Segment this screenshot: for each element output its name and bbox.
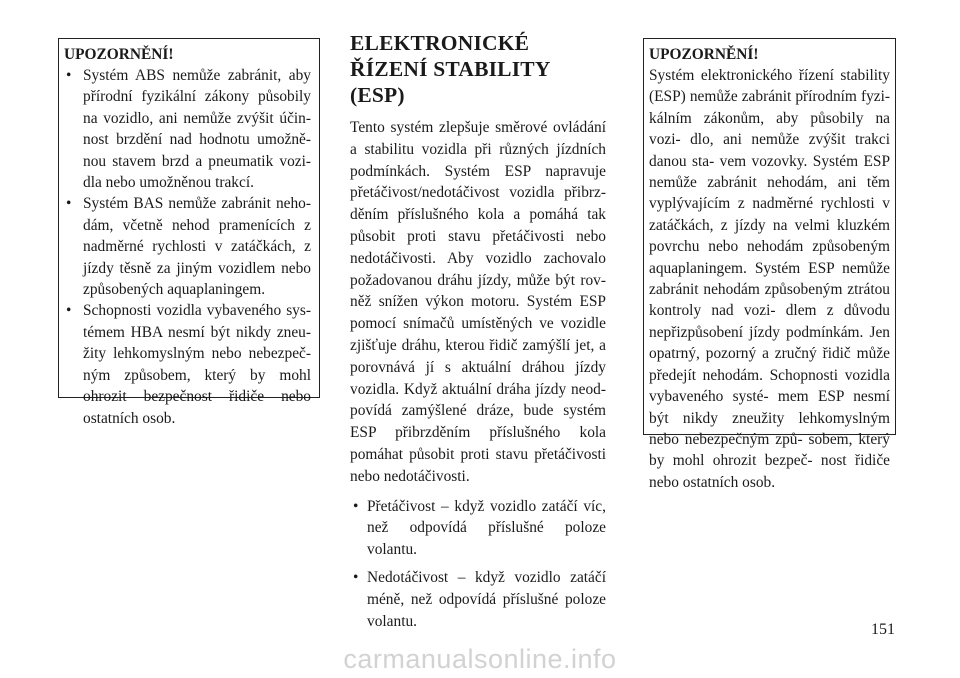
warning-item-bas: • Systém BAS nemůže zabránit neho- dám, včetně nehod pramenících z nadměrné rychlosti v zatáčkách, z jízdy těsně za jiným vozidlem nebo způsobených aquaplaningem. <box>64 193 311 300</box>
warning-text: Systém elektronického řízení stability (ESP) nemůže zabránit přírodním fyzi- kálním zákonům, aby působily na vozi- dlo, ani nemůže zvýšit trakci danou sta- vem vozovky. Systém ESP nemůže zabránit nehodám, ani těm vyplývajícím z nadměrné rychlosti v zatáčkách, z jízdy na velmi kluzkém povrchu nebo nehodám způsobeným aquaplaningem. Systém ESP nemůže zabránit nehodám způsobeným ztrátou kontroly nad vozi- dlem z důvodu nepřizpůsobení jízdy podmínkám. Jen opatrný, pozorný a zručný řidič může předejít nehodám. Schopnosti vozidla vybaveného systé- mem ESP nesmí být nikdy zneužity lehkomyslným nebo nebezpečným způ- sobem, který by mohl ohrozit bezpeč- nost řidiče nebo ostatních osob. <box>649 67 890 491</box>
warning-title: UPOZORNĚNÍ! <box>649 46 759 63</box>
warning-item-hba: • Schopnosti vozidla vybaveného sys- témem HBA nesmí být nikdy zneu- žity lehkomyslným nebo nebezpeč- ným způsobem, který by mohl ohrozit bezpečnost řidiče nebo ostatních osob. <box>64 300 311 428</box>
section-paragraph: Tento systém zlepšuje směrové ovládání a stabilitu vozidla při různých jízdních podmínkách. Systém ESP napravuje přetáčivost/nedotáčivost vozidla přibrz- děním příslušného kola a pomáhá tak působit proti stavu přetáčivosti nebo nedotáčivosti. Aby vozidlo zachovalo požadovanou dráhu jízdy, může být rov- něž snížen výkon motoru. Systém ESP pomocí snímačů umístěných ve vozidle zjišťuje dráhu, kterou řidič zamýšlí jet, a porovnává jí s aktuální dráhou jízdy vozidla. Když aktuální dráha jízdy neod- povídá zamýšlené dráze, bude systém ESP přibrzděním příslušného kola pomáhat působit proti stavu přetáčivosti nebo nedotáčivosti. <box>350 119 606 485</box>
warning-list <box>64 65 311 429</box>
left-warning-box <box>58 38 320 427</box>
watermark: carmanualsonline.info <box>343 644 617 674</box>
definition-understeer: • Nedotáčivost – když vozidlo zatáčí méně, než odpovídá příslušné poloze volantu. <box>350 567 606 632</box>
warning-item-abs: • Systém ABS nemůže zabránit, aby přírodní fyzikální zákony působily na vozidlo, ani nemůže zvýšit účin- nost brzdění nad hodnotu umožně- nou stavem brzd a pneumatik vozi- dla nebo umožněnou trakcí. <box>64 65 311 193</box>
page-number: 151 <box>871 621 895 638</box>
section-title: ELEKTRONICKÉ ŘÍZENÍ STABILITY (ESP) <box>350 31 550 107</box>
definition-list <box>350 496 606 633</box>
definition-oversteer: • Přetáčivost – když vozidlo zatáčí víc, než odpovídá příslušné poloze volantu. <box>350 496 606 561</box>
warning-title: UPOZORNĚNÍ! <box>64 46 174 63</box>
esp-section <box>350 30 606 638</box>
right-warning-box <box>643 38 896 491</box>
